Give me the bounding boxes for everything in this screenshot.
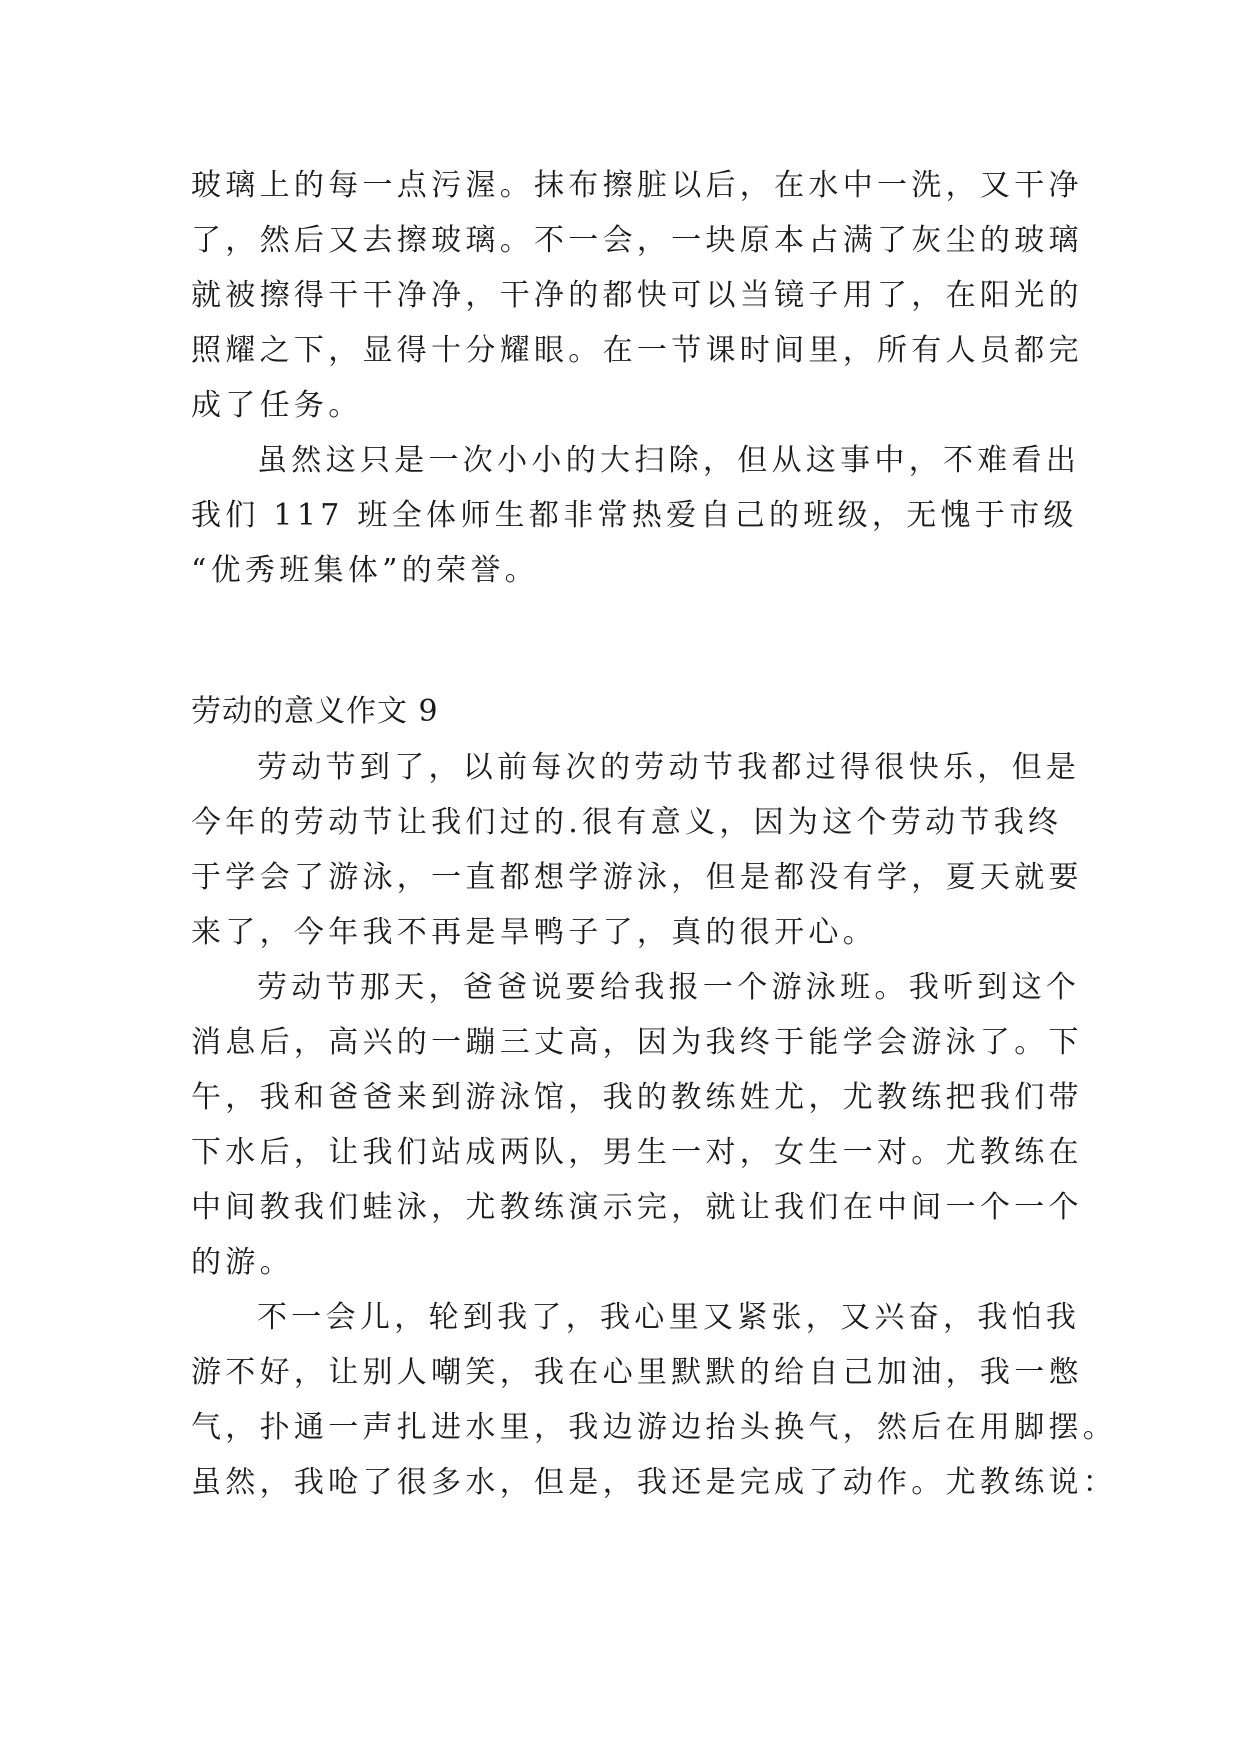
text-line: 来了，今年我不再是旱鸭子了，真的很开心。 xyxy=(191,915,877,950)
text-line: 虽然这只是一次小小的大扫除，但从这事中，不难看出 xyxy=(257,443,1081,478)
text-line: 下水后，让我们站成两队，男生一对，女生一对。尤教练在 xyxy=(191,1135,1083,1170)
text-line: 午，我和爸爸来到游泳馆，我的教练姓尤，尤教练把我们带 xyxy=(191,1080,1083,1115)
text-line: 中间教我们蛙泳，尤教练演示完，就让我们在中间一个一个 xyxy=(191,1190,1083,1225)
text-line: 不一会儿，轮到我了，我心里又紧张，又兴奋，我怕我 xyxy=(257,1300,1081,1335)
text-line: “优秀班集体”的荣誉。 xyxy=(191,553,539,588)
text-line: 我们 117 班全体师生都非常热爱自己的班级，无愧于市级 xyxy=(191,498,1078,533)
text-line: 消息后，高兴的一蹦三丈高，因为我终于能学会游泳了。下 xyxy=(191,1025,1083,1060)
text-line: 玻璃上的每一点污渥。抹布擦脏以后，在水中一洗，又干净 xyxy=(191,168,1083,203)
text-line: 于学会了游泳，一直都想学游泳，但是都没有学，夏天就要 xyxy=(191,860,1083,895)
text-line: 的游。 xyxy=(191,1245,294,1280)
text-line: 气，扑通一声扎进水里，我边游边抬头换气，然后在用脚摆。 xyxy=(191,1410,1118,1445)
text-line: 就被擦得干干净净，干净的都快可以当镜子用了，在阳光的 xyxy=(191,278,1083,313)
text-line: 成了任务。 xyxy=(191,388,363,423)
text-line: 今年的劳动节让我们过的.很有意义，因为这个劳动节我终 xyxy=(191,805,1063,840)
text-line: 劳动节那天，爸爸说要给我报一个游泳班。我听到这个 xyxy=(257,970,1081,1005)
text-line: 游不好，让别人嘲笑，我在心里默默的给自己加油，我一憋 xyxy=(191,1355,1083,1390)
text-line: 虽然，我呛了很多水，但是，我还是完成了动作。尤教练说： xyxy=(191,1465,1118,1500)
text-line: 照耀之下，显得十分耀眼。在一节课时间里，所有人员都完 xyxy=(191,333,1083,368)
text-line: 了，然后又去擦玻璃。不一会，一块原本占满了灰尘的玻璃 xyxy=(191,223,1083,258)
text-line: 劳动节到了，以前每次的劳动节我都过得很快乐，但是 xyxy=(257,750,1081,785)
essay-heading: 劳动的意义作文 9 xyxy=(191,694,439,729)
